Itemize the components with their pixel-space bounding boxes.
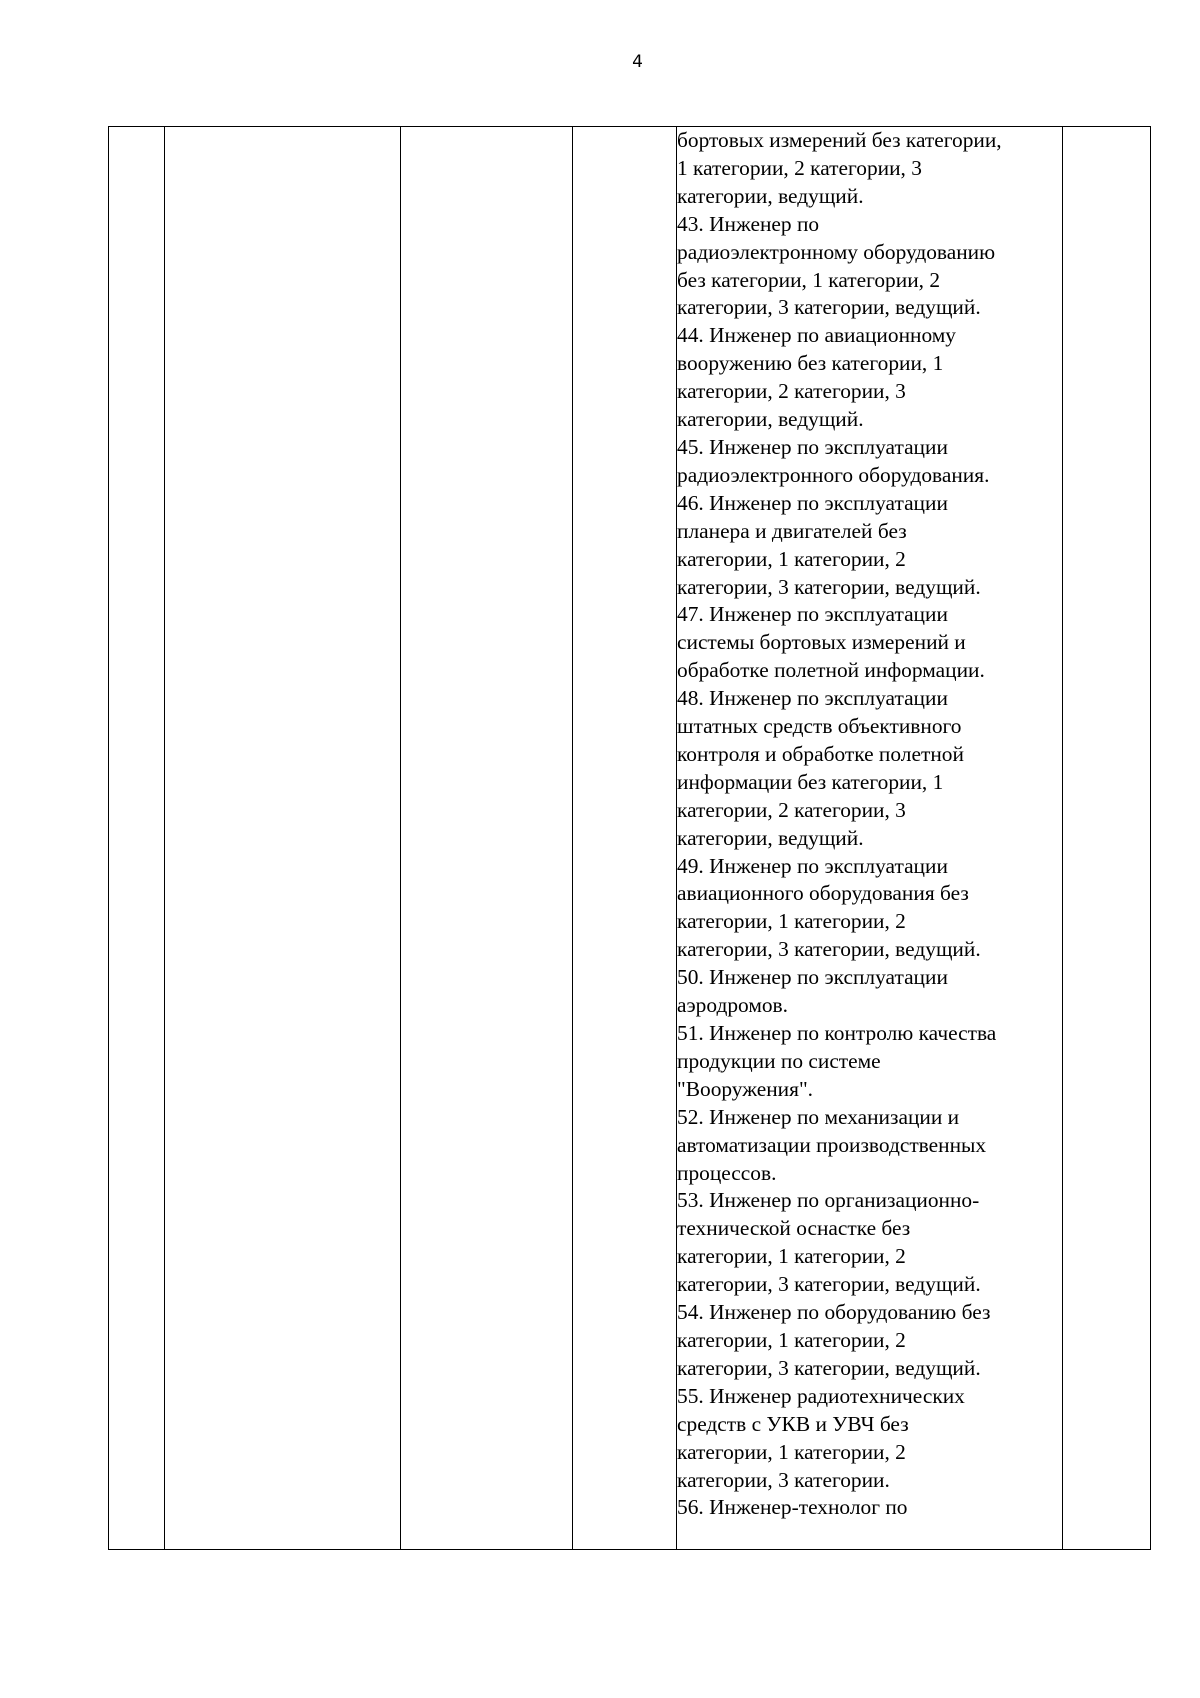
text-line: аэродромов. (677, 993, 788, 1018)
text-line: информации без категории, 1 (677, 769, 944, 794)
text-line: 55. Инженер радиотехнических (677, 1383, 965, 1408)
text-line: планера и двигателей без (677, 518, 907, 543)
text-line: авиационного оборудования без (677, 881, 969, 906)
text-line: категории, 2 категории, 3 (677, 379, 906, 404)
text-line: продукции по системе (677, 1048, 881, 1073)
empty-cell (401, 127, 573, 1550)
text-line: 44. Инженер по авиационному (677, 323, 956, 348)
text-line: радиоэлектронному оборудованию (677, 239, 996, 264)
text-line: процессов. (677, 1160, 777, 1185)
text-line: контроля и обработке полетной (677, 741, 964, 766)
text-line: категории, 3 категории. (677, 1467, 890, 1492)
text-line: "Вооружения". (677, 1076, 814, 1101)
text-line: радиоэлектронного оборудования. (677, 462, 990, 487)
text-line: 47. Инженер по эксплуатации (677, 602, 948, 627)
text-line: категории, 3 категории, ведущий. (677, 295, 981, 320)
empty-cell (165, 127, 401, 1550)
text-line: обработке полетной информации. (677, 658, 985, 683)
text-line: штатных средств объективного (677, 714, 962, 739)
positions-list-cell (677, 127, 1063, 1550)
table-row (109, 127, 1151, 1550)
text-line: без категории, 1 категории, 2 (677, 267, 941, 292)
text-line: категории, ведущий. (677, 407, 864, 432)
text-line: категории, 2 категории, 3 (677, 797, 906, 822)
text-line: 48. Инженер по эксплуатации (677, 686, 948, 711)
text-line: категории, ведущий. (677, 183, 864, 208)
text-line: системы бортовых измерений и (677, 630, 966, 655)
text-line: 1 категории, 2 категории, 3 (677, 155, 922, 180)
empty-cell (1063, 127, 1151, 1550)
text-line: 51. Инженер по контролю качества (677, 1021, 997, 1045)
text-line: категории, ведущий. (677, 825, 864, 850)
text-line: средств с УКВ и УВЧ без (677, 1411, 909, 1436)
number-cell (109, 127, 165, 1550)
text-line: технической оснастке без (677, 1216, 911, 1241)
page-number: 4 (632, 52, 643, 72)
text-line: категории, 3 категории, ведущий. (677, 1355, 981, 1380)
text-line: 50. Инженер по эксплуатации (677, 965, 948, 990)
text-line: категории, 1 категории, 2 (677, 1327, 906, 1352)
text-line: бортовых измерений без категории, (677, 128, 1002, 152)
text-line: 46. Инженер по эксплуатации (677, 490, 948, 515)
text-line: 43. Инженер по (677, 211, 820, 236)
text-line: 56. Инженер-технолог по (677, 1495, 908, 1520)
text-line: 49. Инженер по эксплуатации (677, 853, 948, 878)
text-line: автоматизации производственных (677, 1132, 987, 1157)
text-line: 53. Инженер по организационно- (677, 1188, 980, 1213)
text-line: категории, 1 категории, 2 (677, 909, 906, 934)
text-line: категории, 3 категории, ведущий. (677, 937, 981, 962)
text-line: вооружению без категории, 1 (677, 351, 944, 376)
positions-table (108, 126, 1151, 1550)
text-line: категории, 1 категории, 2 (677, 546, 906, 571)
text-line: категории, 3 категории, ведущий. (677, 574, 981, 599)
text-line: категории, 1 категории, 2 (677, 1244, 906, 1269)
text-line: 45. Инженер по эксплуатации (677, 434, 948, 459)
text-line: категории, 3 категории, ведущий. (677, 1272, 981, 1297)
text-line: категории, 1 категории, 2 (677, 1439, 906, 1464)
text-line: 54. Инженер по оборудованию без (677, 1300, 991, 1325)
text-line: 52. Инженер по механизации и (677, 1104, 960, 1129)
empty-cell (573, 127, 677, 1550)
